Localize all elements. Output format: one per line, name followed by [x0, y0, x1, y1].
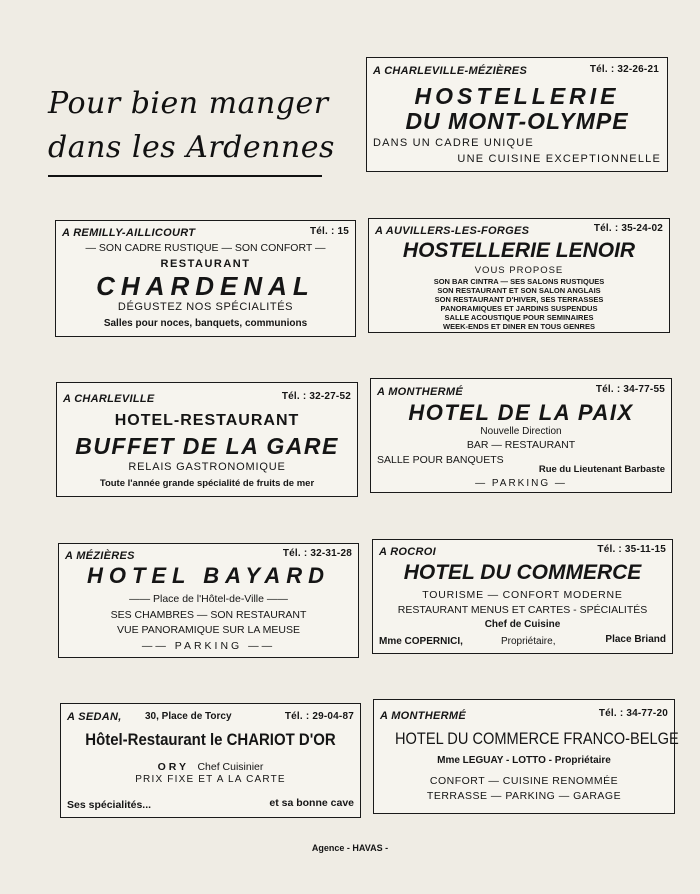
ad-name: HOTEL DU COMMERCE FRANCO-BELGE — [395, 729, 679, 748]
ad-text-7: WEEK-ENDS ET DINER EN TOUS GENRES — [443, 322, 595, 331]
ad-text-4: Rue du Lieutenant Barbaste — [538, 464, 665, 475]
ad-text-5: — PARKING — — [475, 478, 567, 489]
ad-telephone: Tél. : 32-26-21 — [589, 64, 659, 75]
ad-address: 30, Place de Torcy — [145, 711, 232, 722]
ad-telephone: Tél. : 15 — [309, 226, 349, 237]
ad-text-6: SALLE ACOUSTIQUE POUR SEMINAIRES — [444, 313, 594, 322]
ad-location: A MÉZIÈRES — [65, 550, 135, 562]
ad-name-line-1: HOSTELLERIE — [414, 83, 620, 109]
ad-text-3: et sa bonne cave — [269, 797, 354, 809]
ad-chariot-d-or — [60, 703, 361, 818]
ad-kind: RESTAURANT — [160, 258, 251, 270]
ad-name: CHARDENAL — [96, 271, 315, 301]
ad-text-3: Salles pour noces, banquets, communions — [103, 318, 308, 329]
ad-telephone: Tél. : 34-77-20 — [598, 708, 668, 719]
ad-telephone: Tél. : 32-27-52 — [281, 391, 351, 402]
ad-restaurant-chardenal — [55, 220, 356, 337]
ad-name: BUFFET DE LA GARE — [75, 433, 339, 459]
ad-text-1: TOURISME — CONFORT MODERNE — [422, 589, 623, 601]
ad-text-2: Toute l'année grande spécialité de fruits de mer — [99, 478, 315, 489]
ad-text-2: SON BAR CINTRA — SES SALONS RUSTIQUES — [433, 277, 605, 286]
ad-location: A CHARLEVILLE-MÉZIÈRES — [373, 65, 528, 77]
ad-text-3: TERRASSE — PARKING — GARAGE — [426, 790, 622, 802]
heading-line-1: Pour bien manger — [48, 86, 329, 121]
ad-owner-role: Propriétaire, — [501, 636, 556, 647]
footer-agency: Agence - HAVAS - — [311, 843, 389, 853]
ad-telephone: Tél. : 29-04-87 — [284, 711, 354, 722]
ad-location: A MONTHERMÉ — [377, 386, 463, 398]
ad-telephone: Tél. : 34-77-55 — [595, 384, 665, 395]
ad-text-1: VOUS PROPOSE — [474, 265, 564, 276]
ad-location: A CHARLEVILLE — [63, 393, 155, 405]
ad-text-4: —— PARKING —— — [141, 640, 276, 652]
ad-text-2: SES CHAMBRES — SON RESTAURANT — [110, 609, 307, 621]
ad-location: A AUVILLERS-LES-FORGES — [375, 225, 530, 237]
ad-chef-name: ORY — [157, 761, 189, 773]
ad-hotel-du-commerce-rocroi — [372, 539, 673, 654]
ad-chef-role: Chef Cuisinier — [197, 761, 264, 773]
ad-text-2: Ses spécialités... — [67, 799, 152, 811]
ad-hotel-franco-belge — [373, 699, 679, 814]
ad-text-5: PANORAMIQUES ET JARDINS SUSPENDUS — [440, 304, 598, 313]
ad-text-1: DANS UN CADRE UNIQUE — [373, 137, 534, 149]
ad-hotel-bayard — [58, 543, 359, 658]
ad-text-2: UNE CUISINE EXCEPTIONNELLE — [457, 153, 661, 165]
ad-name: HOTEL BAYARD — [86, 563, 331, 588]
ad-location: A ROCROI — [379, 546, 436, 558]
ad-text-2: BAR — RESTAURANT — [466, 439, 576, 451]
ad-kind: HOTEL-RESTAURANT — [114, 412, 300, 429]
heading-line-2: dans les Ardennes — [48, 130, 335, 165]
ad-text-3: VUE PANORAMIQUE SUR LA MEUSE — [116, 624, 300, 636]
ad-text-1: PRIX FIXE ET A LA CARTE — [135, 774, 286, 785]
ad-location: A REMILLY-AILLICOURT — [62, 227, 196, 239]
ad-text-3: SALLE POUR BANQUETS — [377, 454, 504, 466]
ad-text-3: Chef de Cuisine — [484, 619, 561, 630]
ad-telephone: Tél. : 35-11-15 — [597, 544, 666, 555]
ad-text-2: RESTAURANT MENUS ET CARTES - SPÉCIALITÉS — [397, 604, 648, 616]
ad-name-line-2: DU MONT-OLYMPE — [405, 108, 629, 134]
ad-location: A SEDAN, — [67, 711, 122, 723]
ad-hostellerie-mont-olympe — [366, 57, 668, 172]
ad-text-1: RELAIS GASTRONOMIQUE — [128, 461, 286, 473]
ad-chef — [61, 757, 360, 775]
ad-name: HOSTELLERIE LENOIR — [402, 239, 636, 262]
ad-name: HOTEL DE LA PAIX — [408, 400, 634, 425]
ad-telephone: Tél. : 35-24-02 — [593, 223, 663, 234]
ad-text-1: Mme LEGUAY - LOTTO - Propriétaire — [437, 755, 611, 766]
ad-hotel-de-la-paix — [370, 378, 672, 493]
ad-text-4: SON RESTAURANT D'HIVER, SES TERRASSES — [434, 295, 604, 304]
ad-telephone: Tél. : 32-31-28 — [282, 548, 352, 559]
ad-text-2: DÉGUSTEZ NOS SPÉCIALITÉS — [117, 301, 294, 313]
ad-text-1: Nouvelle Direction — [480, 426, 562, 437]
ad-buffet-de-la-gare — [56, 382, 358, 497]
ad-text-2: CONFORT — CUISINE RENOMMÉE — [429, 775, 619, 787]
ad-text-1: —— Place de l'Hôtel-de-Ville —— — [129, 593, 288, 605]
ad-place: Place Briand — [605, 634, 666, 645]
ad-owner: Mme COPERNICI, — [379, 636, 463, 647]
ad-name: Hôtel-Restaurant le CHARIOT D'OR — [85, 730, 336, 749]
ad-hostellerie-lenoir — [368, 218, 670, 333]
ad-text-3: SON RESTAURANT ET SON SALON ANGLAIS — [437, 286, 601, 295]
ad-text-1: — SON CADRE RUSTIQUE — SON CONFORT — — [85, 242, 326, 254]
ad-location: A MONTHERMÉ — [380, 710, 466, 722]
heading-rule — [48, 175, 322, 177]
ad-name: HOTEL DU COMMERCE — [403, 561, 642, 584]
